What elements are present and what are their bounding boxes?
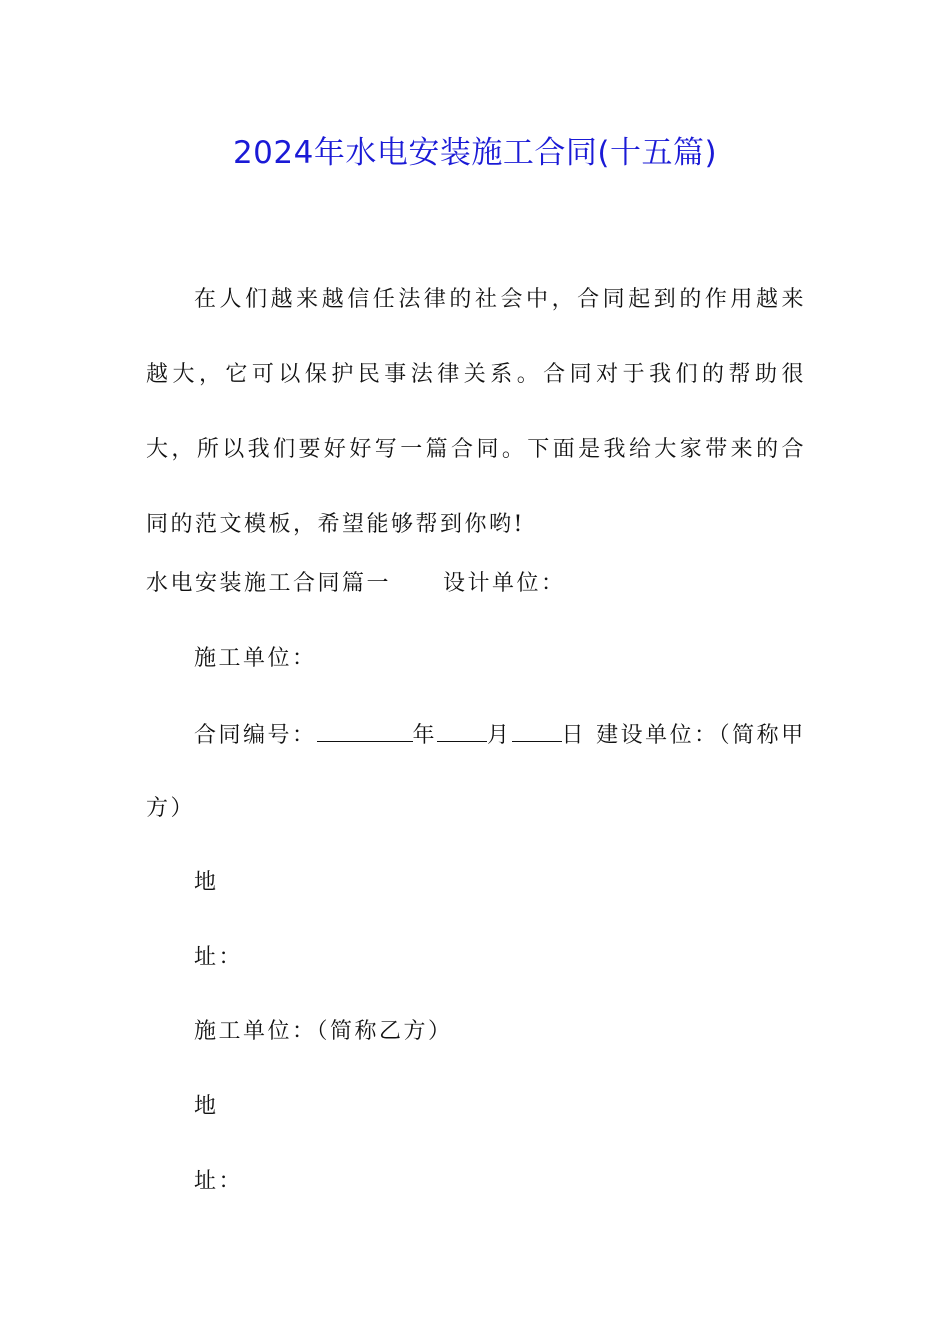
party-a-address-char2: 址： [194, 945, 244, 970]
month-blank [437, 711, 487, 742]
intro-paragraph: 在人们越来越信任法律的社会中，合同起到的作用越来越大，它可以保护民事法律关系。合同对于我们的帮助很大，所以我们要好好写一篇合同。下面是我给大家带来的合同的范文模板，希望能够帮到你哟! [146, 287, 806, 537]
section-heading-line [146, 562, 566, 606]
party-b-address-char2: 址： [194, 1169, 244, 1194]
builder-label-tail-line [146, 787, 195, 831]
builder-label: 建设单位：（简称甲 [596, 723, 806, 748]
section-heading: 水电安装施工合同篇一 [146, 571, 392, 596]
design-unit-label: 设计单位： [443, 571, 566, 596]
construction-unit-line [194, 637, 317, 681]
party-b-address-char1: 地 [194, 1094, 219, 1119]
contract-no-blank [317, 711, 413, 742]
date-day-label: 日 [561, 723, 587, 748]
contract-no-label: 合同编号： [194, 723, 317, 748]
contract-number-line [194, 711, 806, 758]
construction-unit-label: 施工单位： [194, 646, 317, 671]
builder-label-tail: 方） [146, 796, 196, 821]
contractor-label: 施工单位：（简称乙方） [194, 1019, 453, 1044]
party-a-address-char1: 地 [194, 870, 219, 895]
date-month-label: 月 [487, 723, 512, 748]
contractor-line [194, 1010, 453, 1054]
date-year-label: 年 [412, 723, 438, 748]
day-blank [512, 711, 562, 742]
document-title: 2024年水电安装施工合同(十五篇) [232, 135, 718, 171]
